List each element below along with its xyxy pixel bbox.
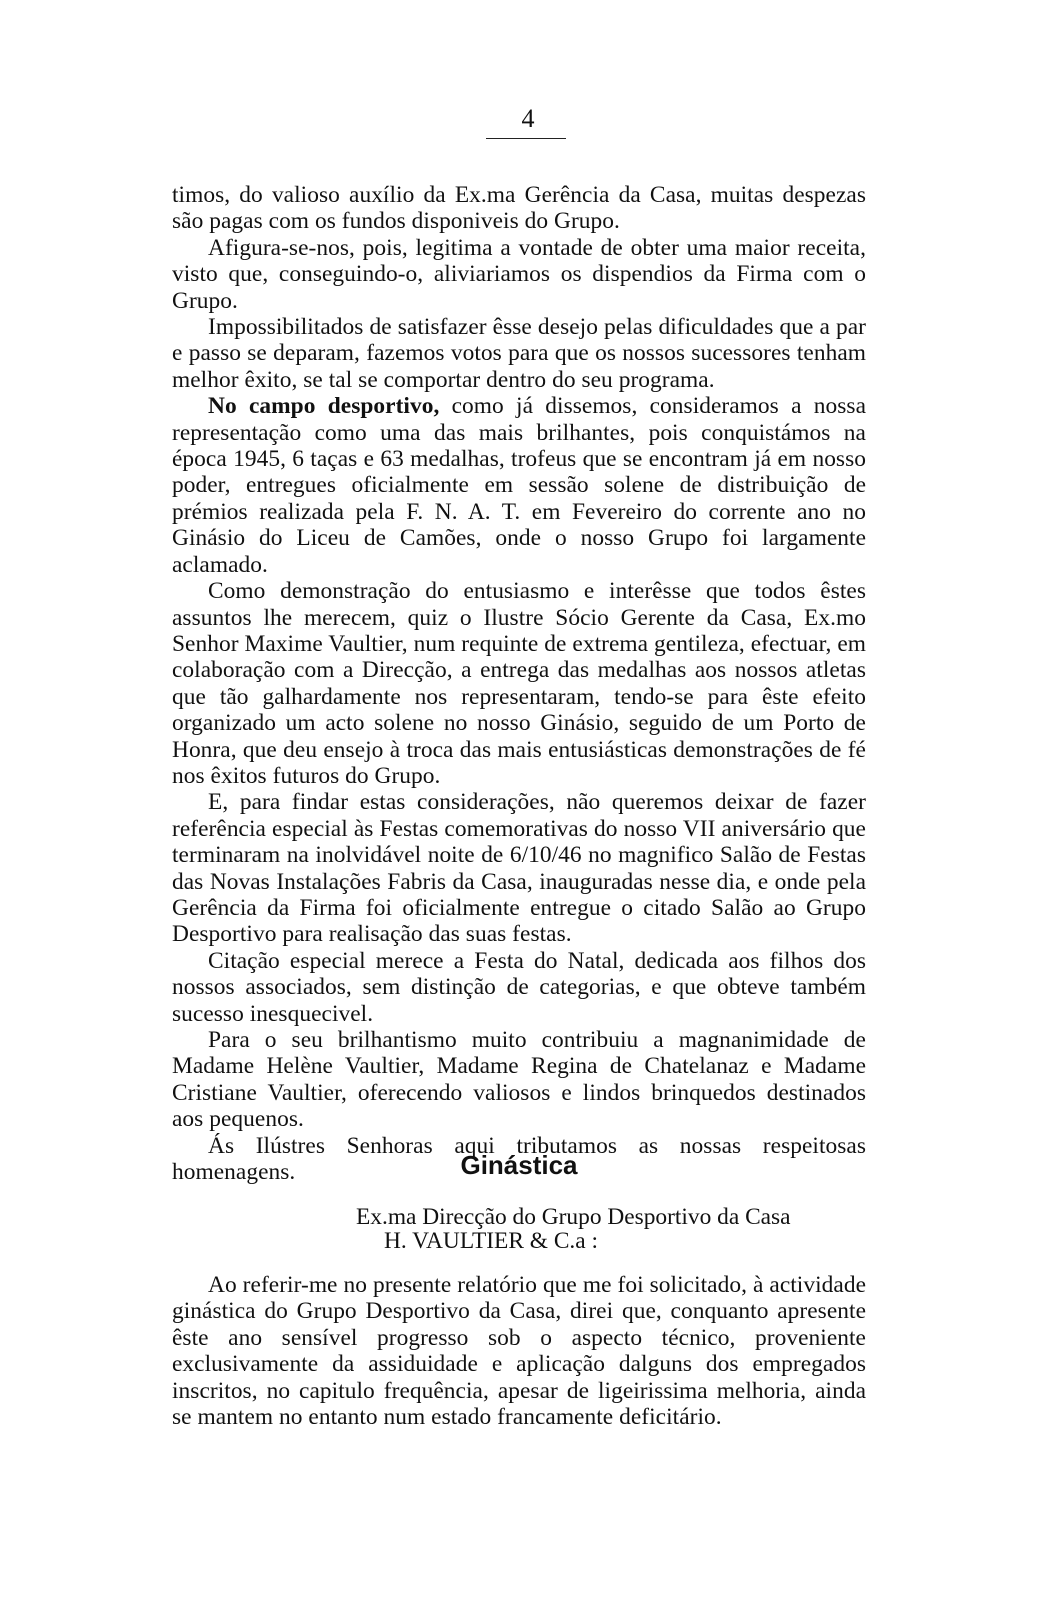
addressee-line-2: H. VAULTIER & C.a : [384,1228,598,1254]
paragraph [172,393,866,578]
body-text-bottom [172,1272,866,1430]
paragraph [172,1272,866,1430]
page-number: 4 [521,104,535,133]
page-number-rule [486,138,566,139]
paragraph-text: Afigura-se-nos, pois, legitima a vontade de obter uma maior receita, visto que, conseguindo-o, aliviariamos os dispendios da Firma com o Grupo. [172,234,866,314]
paragraph [172,1027,866,1133]
paragraph-text: Ás Ilústres Senhoras aqui tributamos as nossas respeitosas homenagens. [172,1132,866,1186]
paragraph-lead: No campo desportivo, [208,393,440,420]
paragraph-text: Impossibilitados de satisfazer êsse desejo pelas dificuldades que a par e passo se deparam, fazemos votos para que os nossos sucessores tenham melhor êxito, se tal se comportar dentro do seu programa. [172,314,866,393]
body-text-top [172,182,866,1185]
paragraph [172,314,866,393]
addressee-block [356,1205,876,1253]
section-title: Ginástica [460,1150,578,1180]
paragraph-text: timos, do valioso auxílio da Ex.ma Gerência da Casa, muitas despezas são pagas com os fundos disponiveis do Grupo. [172,182,866,235]
paragraph-text: Para o seu brilhantismo muito contribuiu a magnanimidade de Madame Helène Vaultier, Madame Regina de Chatelanaz e Madame Cristiane Vaultier, oferecendo valiosos e lindos brinquedos destinados aos pequenos. [172,1027,866,1133]
paragraph-text: Como demonstração do entusiasmo e interêsse que todos êstes assuntos lhe merecem, quiz o Ilustre Sócio Gerente da Casa, Ex.mo Senhor Maxime Vaultier, num requinte de extrema gentileza, efectuar, em colaboração com a Direcção, a entrega das medalhas aos nossos atletas que tão galhardamente nos representaram, tendo-se para êste efeito organizado um acto solene no nosso Ginásio, seguido de um Porto de Honra, que deu ensejo à troca das mais entusiásticas demonstrações de fé nos êxitos futuros do Grupo. [172,578,866,789]
paragraph [172,578,866,789]
paragraph-text: E, para findar estas considerações, não queremos deixar de fazer referência especial às Festas comemorativas do nosso VII aniversário que terminaram na inolvidável noite de 6/10/46 no magnifico Salão de Festas das Novas Instalações Fabris da Casa, inauguradas nesse dia, e onde pela Gerência da Firma foi oficialmente entregue o citado Salão ao Grupo Desportivo para realisação das suas festas. [172,789,866,948]
addressee-line-1: Ex.ma Direcção do Grupo Desportivo da Casa [356,1204,791,1230]
paragraph [172,789,866,947]
paragraph [172,948,866,1027]
paragraph-text: Citação especial merece a Festa do Natal, dedicada aos filhos dos nossos associados, sem distinção de categorias, e que obteve também sucesso inesquecivel. [172,947,866,1027]
paragraph [172,235,866,314]
paragraph [172,182,866,235]
paragraph-text: Ao referir-me no presente relatório que me foi solicitado, à actividade ginástica do Grupo Desportivo da Casa, direi que, conquanto apresente êste ano sensível progresso sob o aspecto técnico, proveniente exclusivamente da assiduidade e aplicação dalguns dos empregados inscritos, no capitulo frequência, apesar de ligeirissima melhoria, ainda se mantem no entanto num estado francamente deficitário. [172,1272,866,1431]
paragraph-text: como já dissemos, consideramos a nossa representação como uma das mais brilhantes, pois conquistámos na época 1945, 6 taças e 63 medalhas, trofeus que se encontram já em nosso poder, entregues oficialmente em sessão solene de distribuição de prémios realizada pela F. N. A. T. em Fevereiro do corrente ano no Ginásio do Liceu de Camões, onde o nosso Grupo foi largamente aclamado. [172,393,866,578]
